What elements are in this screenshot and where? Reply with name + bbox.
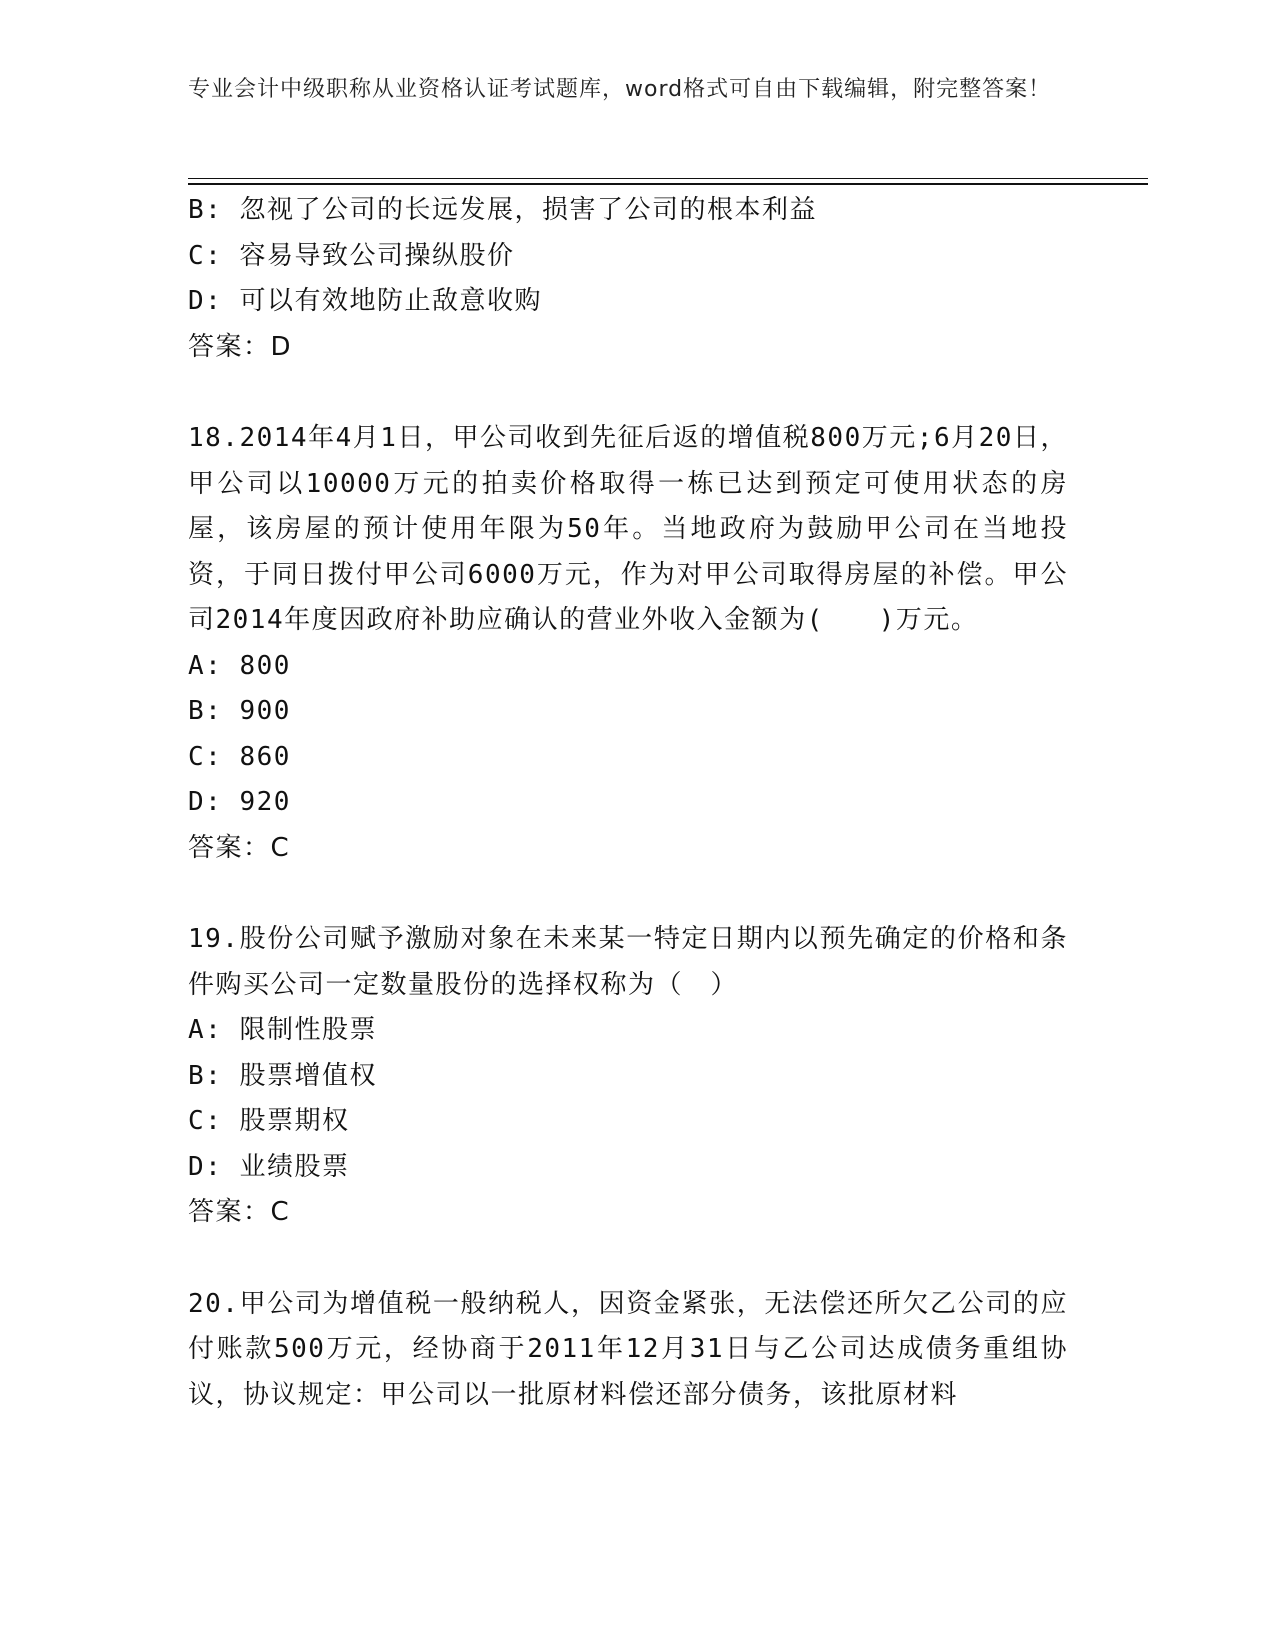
option-d: D: 可以有效地防止敌意收购: [188, 286, 542, 316]
option-b: B: 900: [188, 696, 291, 726]
spacer: [188, 871, 1068, 917]
page-header: 专业会计中级职称从业资格认证考试题库，word格式可自由下载编辑，附完整答案！: [188, 77, 1052, 102]
option-c: C: 860: [188, 741, 291, 772]
header-rule-thin: [188, 178, 1148, 179]
spacer: [188, 1236, 1068, 1282]
option-b: B: 股票增值权: [188, 1060, 377, 1091]
option-d: D: 业绩股票: [188, 1151, 350, 1182]
answer: 答案：C: [188, 832, 291, 863]
spacer: [188, 370, 1068, 416]
answer: 答案：C: [188, 1197, 291, 1227]
question-20: [188, 1282, 1068, 1419]
question-list: [188, 188, 1068, 1418]
option-b: B: 忽视了公司的长远发展，损害了公司的根本利益: [188, 195, 817, 225]
question-19: [188, 917, 1068, 1236]
question-17: [188, 188, 1068, 370]
question-stem: 20.甲公司为增值税一般纳税人，因资金紧张，无法偿还所欠乙公司的应付账款500万元，经协商于2011年12月31日与乙公司达成债务重组协议，协议规定：甲公司以一批原材料偿还部分债务，该批原材料: [188, 1288, 1068, 1410]
question-18: [188, 416, 1068, 871]
option-d: D: 920: [188, 787, 291, 817]
question-stem: 18.2014年4月1日，甲公司收到先征后返的增值税800万元;6月20日，甲公司以10000万元的拍卖价格取得一栋已达到预定可使用状态的房屋，该房屋的预计使用年限为50年。当地政府为鼓励甲公司在当地投资，于同日拨付甲公司6000万元，作为对甲公司取得房屋的补偿。甲公司2014年度因政府补助应确认的营业外收入金额为( )万元。: [188, 423, 1068, 635]
option-c: C: 股票期权: [188, 1106, 350, 1136]
option-c: C: 容易导致公司操纵股价: [188, 240, 515, 271]
option-a: A: 限制性股票: [188, 1015, 377, 1045]
question-stem: 19.股份公司赋予激励对象在未来某一特定日期内以预先确定的价格和条件购买公司一定数量股份的选择权称为（ ）: [188, 924, 1068, 1000]
header-rule-thick: [188, 183, 1148, 185]
answer: 答案：D: [188, 331, 293, 362]
option-a: A: 800: [188, 650, 291, 681]
